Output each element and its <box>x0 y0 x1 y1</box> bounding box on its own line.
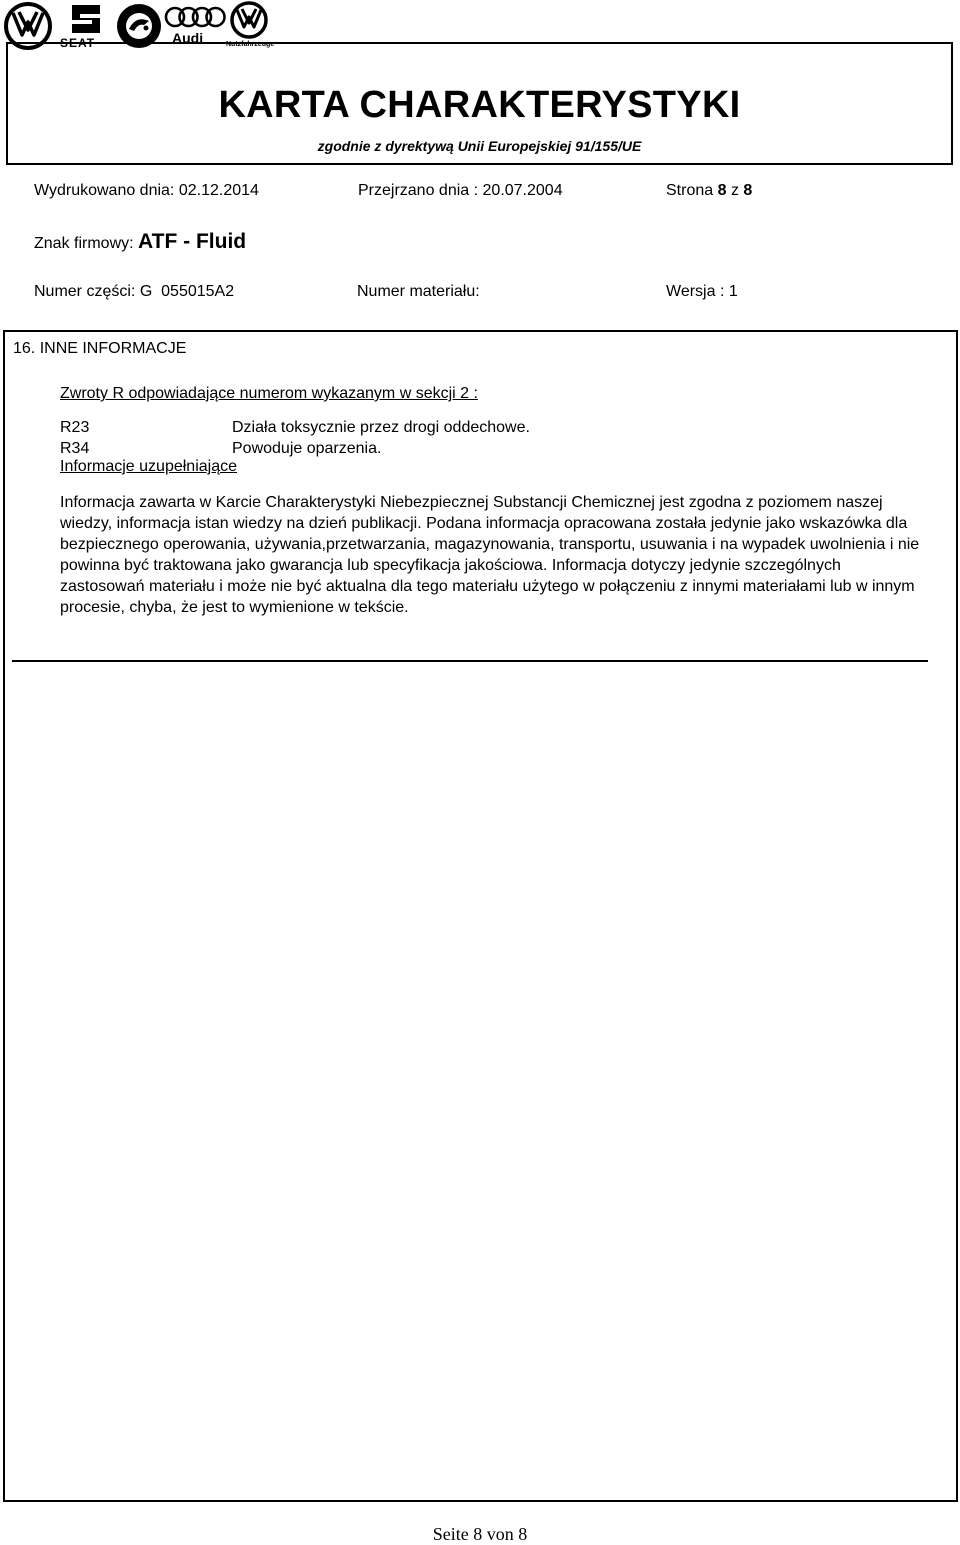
part-number <box>34 283 234 301</box>
section-title: 16. INNE INFORMACJE <box>13 340 187 357</box>
r-phrase-code: R34 <box>60 440 90 457</box>
vw-nutzfahrzeuge-icon <box>229 1 269 39</box>
printed-date-value: 02.12.2014 <box>178 182 259 199</box>
info-paragraph: Informacja zawarta w Karcie Charakterystyki Niebezpiecznej Substancji Chemicznej jest zgodna z poziomem naszej wiedzy, informacja istan wiedzy na dzień publikacji. Podana informacja opracowana została jedynie jako wskazówka dla bezpiecznego operowania, używania,przetwarzania, magazynowania, transportu, usuwania i na wypadek uwolnienia i nie powinna być traktowana jako gwarancja lub specyfikacja jakościowa. Informacja dotyczy jedynie szczególnych zastosowań materiału i może nie być aktualna dla tego materiału użytego w połączeniu z innymi materiałami lub w innym procesie, chyba, że jest to wymienione w tekście. <box>60 494 920 616</box>
printed-date <box>34 182 259 200</box>
material-number <box>357 283 480 301</box>
page-indicator <box>666 182 752 200</box>
page-total: 8 <box>743 182 753 199</box>
brand-value: ATF - Fluid <box>138 230 247 253</box>
nutzfahrzeuge-logo-text: Nutzfahrzeuge <box>226 41 275 48</box>
brand-name <box>34 230 246 254</box>
section-end-rule <box>12 660 928 662</box>
document-subtitle: zgodnie z dyrektywą Unii Europejskiej 91/155/UE <box>317 138 642 154</box>
r-phrase-code: R23 <box>60 419 90 436</box>
material-label: Numer materiału: <box>357 283 480 300</box>
part-label: Numer części: <box>34 283 136 300</box>
audi-rings-icon <box>164 4 226 30</box>
part-value: G 055015A2 <box>139 283 235 300</box>
seat-logo-icon <box>60 2 112 36</box>
brand-label: Znak firmowy: <box>34 235 134 252</box>
version-value: 1 <box>728 283 738 300</box>
r-phrases-heading: Zwroty R odpowiadające numerom wykazanym w sekcji 2 : <box>60 385 478 402</box>
document-title-box <box>6 42 953 165</box>
r-phrase-text: Działa toksycznie przez drogi oddechowe. <box>232 419 530 436</box>
page-label: Strona <box>666 182 714 199</box>
seat-logo-text: SEAT <box>60 36 96 50</box>
page-of: z <box>730 182 739 199</box>
version <box>666 283 738 301</box>
reviewed-date-label: Przejrzano dnia : <box>358 182 479 199</box>
audi-logo-text: Audi <box>172 30 204 46</box>
reviewed-date-value: 20.07.2004 <box>482 182 563 199</box>
document-title: KARTA CHARAKTERYSTYKI <box>218 84 741 126</box>
page-current: 8 <box>717 182 727 199</box>
printed-date-label: Wydrukowano dnia: <box>34 182 175 199</box>
reviewed-date <box>358 182 563 200</box>
r-phrase-text: Powoduje oparzenia. <box>232 440 382 457</box>
page-footer: Seite 8 von 8 <box>432 1524 528 1544</box>
version-label: Wersja : <box>666 283 725 300</box>
info-heading: Informacje uzupełniające <box>60 458 237 475</box>
